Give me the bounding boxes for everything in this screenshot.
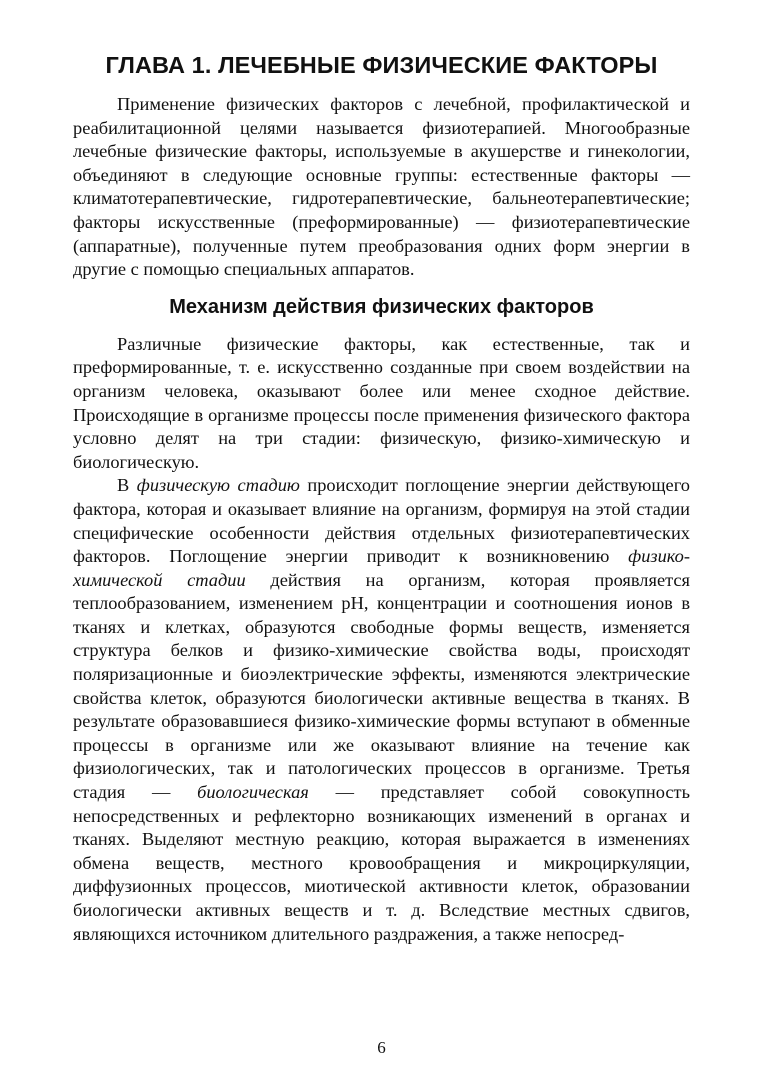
term-biological-stage: биологическая	[197, 782, 309, 803]
section-title: Механизм действия физических факторов	[169, 295, 594, 318]
paragraph-stages-overview: Различные физические факторы, как естественные, так и преформированные, т. е. искусственно созданные при своем воздействии на организм человека, оказывают более или менее сходное действие. Происходящие в организме процессы после применения физического фактора условно делят на три стадии: физическую, физико-химическую и биологическую.	[73, 333, 690, 472]
text-run: действия на организм, которая проявляется теплообразованием, изменением pH, концентрации и соотношения ионов в тканях и клетках, образуются свободные формы веществ, изменяется структура белков и физико-химические свойства воды, происходят поляризационные и биоэлектрические эффекты, изменяются электрические свойства клеток, образуются биологически активные вещества в тканях. В результате образовавшиеся физико-химические формы вступают в обменные процессы в организме или же оказывают влияние на течение как физиологических, так и патологических процессов в организме. Третья стадия —	[73, 569, 690, 803]
text-run: происходит поглощение энергии действующего фактора, которая и оказывает влияние на организм, формируя на этой стадии специфические особенности действия отдельных физиотерапевтических факторов. Поглощение энергии приводит к возникновению	[73, 475, 690, 567]
text-run: — представляет собой совокупность непосредственных и рефлекторно возникающих изменений в органах и тканях. Выделяют местную реакцию, которая выражается в изменениях обмена веществ, местного кровообращения и микроциркуляции, диффузионных процессов, миотической активности клеток, образовании биологически активных веществ и т. д. Вследствие местных сдвигов, являющихся источником длительного раздражения, а также непосред-	[73, 782, 690, 944]
page-content	[73, 52, 690, 946]
page-number: 6	[377, 1038, 386, 1057]
term-physical-stage: физическую стадию	[136, 475, 300, 496]
paragraph-stages-detail	[73, 474, 690, 946]
intro-paragraph: Применение физических факторов с лечебной, профилактической и реабилитационной целями называется физиотерапией. Многообразные лечебные физические факторы, используемые в акушерстве и гинекологии, объединяют в следующие основные группы: естественные факторы — климатотерапевтические, гидротерапевтические, бальнеотерапевтические; факторы искусственные (преформированные) — физиотерапевтические (аппаратные), полученные путем преобразования одних форм энергии в другие с помощью специальных аппаратов.	[73, 94, 690, 280]
chapter-title: ГЛАВА 1. ЛЕЧЕБНЫЕ ФИЗИЧЕСКИЕ ФАКТОРЫ	[105, 52, 658, 78]
term-physicochemical-stage: физико-химической стадии	[73, 546, 690, 590]
text-run: В	[117, 475, 137, 496]
